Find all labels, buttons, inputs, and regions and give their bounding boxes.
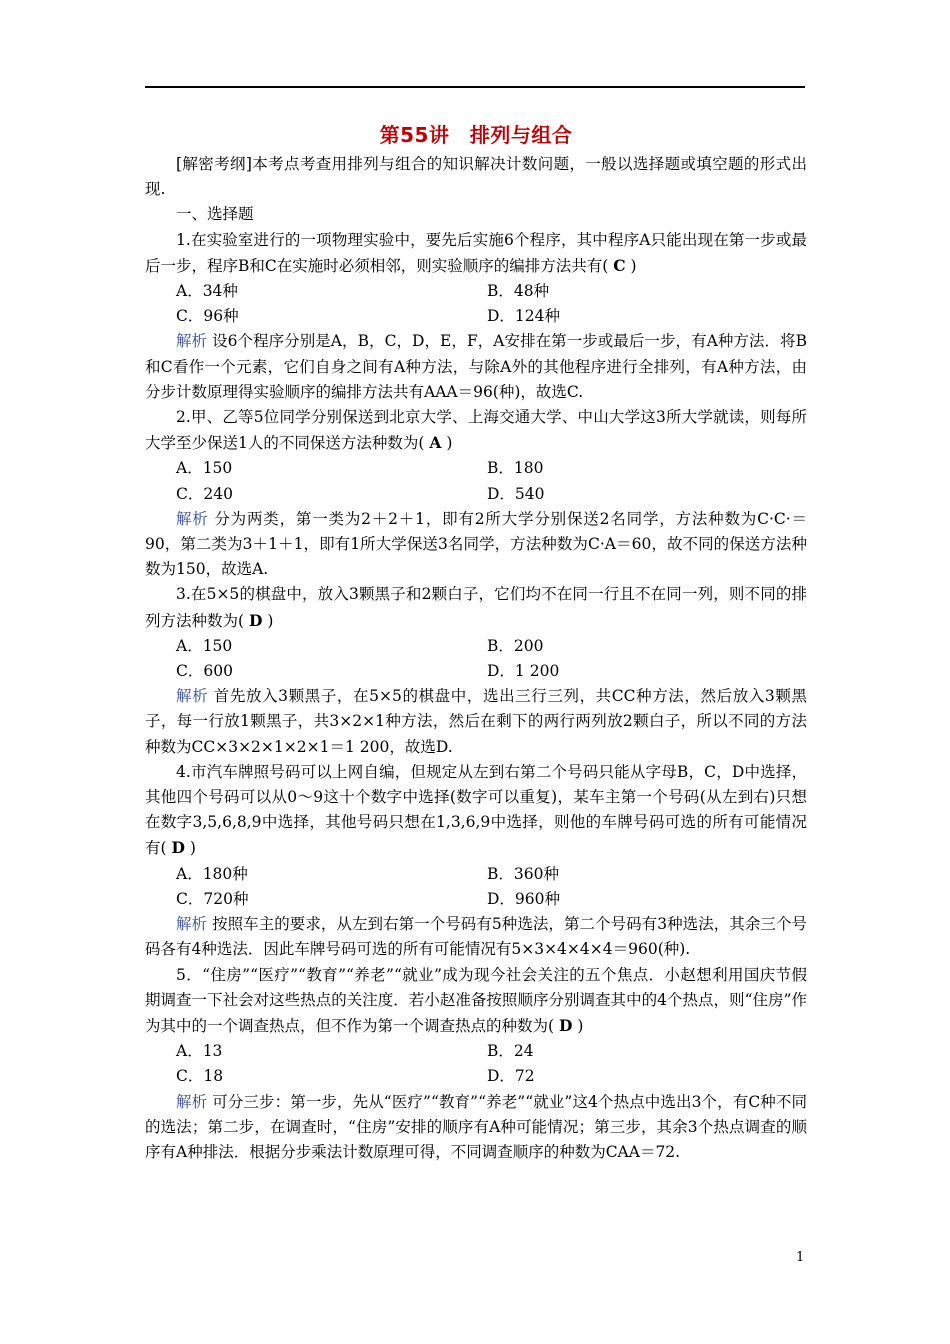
- explanation: 解析 首先放入3颗黑子，在5×5的棋盘中，选出三行三列，共CC种方法，然后放入3颗黑子，每一行放1颗黑子，共3×2×1种方法，然后在剩下的两行两列放2颗白子，所以不同的方法种数为CC×3×2×1×2×1＝1 200，故选D.: [145, 687, 807, 756]
- option-b: B．360种: [487, 864, 559, 883]
- answer-letter: A: [429, 433, 442, 453]
- intro-paragraph: [解密考纲]本考点考查用排列与组合的知识解决计数问题，一般以选择题或填空题的形式出现.: [145, 155, 807, 199]
- answer-letter: D: [559, 1015, 573, 1035]
- option-a: A．180种: [176, 864, 248, 883]
- explanation: 解析 按照车主的要求，从左到右第一个号码有5种选法，第二个号码有3种选法，其余三个号码各有4种选法．因此车牌号码可选的所有可能情况有5×3×4×4×4＝960(种).: [145, 915, 807, 959]
- answer-letter: C: [613, 255, 626, 275]
- question-stem: 1.在实验室进行的一项物理实验中，要先后实施6个程序，其中程序A只能出现在第一步或最后一步，程序B和C在实施时必须相邻，则实验顺序的编排方法共有( C ): [145, 230, 807, 275]
- document-body: [145, 118, 807, 1165]
- question-stem: 4.市汽车牌照号码可以上网自编，但规定从左到右第二个号码只能从字母B，C，D中选择，其他四个号码可以从0～9这十个数字中选择(数字可以重复)，某车主第一个号码(从左到右)只想在数字3,5,6,8,9中选择，其他号码只想在1,3,6,9中选择，则他的车牌号码可选的所有可能情况有( D ): [145, 762, 807, 858]
- page-number: 1: [796, 1250, 805, 1265]
- option-a: A．34种: [176, 282, 238, 301]
- explain-label: 解析: [176, 509, 209, 528]
- option-c: C．240: [176, 484, 233, 503]
- explain-label: 解析: [176, 915, 208, 934]
- options: [145, 862, 807, 912]
- options: [145, 279, 807, 329]
- answer-letter: D: [171, 838, 185, 858]
- question-1: [145, 228, 807, 405]
- option-d: D．540: [487, 484, 545, 503]
- option-c: C．720种: [176, 889, 249, 908]
- explanation: 解析 分为两类，第一类为2＋2＋1，即有2所大学分别保送2名同学，方法种数为C·C·＝90，第二类为3＋1＋1，即有1所大学保送3名同学，方法种数为C·A＝60，故不同的保送方法种数为150，故选A.: [145, 509, 807, 579]
- options: [145, 456, 807, 506]
- explanation: 解析 设6个程序分别是A，B，C，D，E，F，A安排在第一步或最后一步，有A种方法．将B和C看作一个元素，它们自身之间有A种方法，与除A外的其他程序进行全排列，有A种方法，由分步计数原理得实验顺序的编排方法共有AAA＝96(种)，故选C.: [145, 332, 807, 401]
- question-5: [145, 963, 807, 1166]
- options: [145, 634, 807, 684]
- page-title: 第55讲 排列与组合: [379, 123, 573, 147]
- section-heading: 一、选择题: [176, 205, 254, 224]
- question-stem: 2.甲、乙等5位同学分别保送到北京大学、上海交通大学、中山大学这3所大学就读，则每所大学至少保送1人的不同保送方法种数为( A ): [145, 408, 807, 453]
- option-c: C．96种: [176, 307, 239, 326]
- option-b: B．180: [487, 459, 544, 478]
- question-list: [145, 228, 807, 1166]
- option-a: A．150: [176, 459, 233, 478]
- option-b: B．48种: [487, 282, 550, 301]
- option-d: D．124种: [487, 307, 561, 326]
- question-3: [145, 582, 807, 759]
- option-c: C．600: [176, 662, 233, 681]
- option-a: A．150: [176, 636, 233, 655]
- option-d: D．72: [487, 1067, 535, 1086]
- option-b: B．200: [487, 636, 544, 655]
- question-stem: 5．“住房”“医疗”“教育”“养老”“就业”成为现今社会关注的五个焦点．小赵想利用国庆节假期调查一下社会对这些热点的关注度．若小赵准备按照顺序分别调查其中的4个热点，则“住房”作为其中的一个调查热点，但不作为第一个调查热点的种数为( D ): [145, 965, 807, 1035]
- question-stem: 3.在5×5的棋盘中，放入3颗黑子和2颗白子，它们均不在同一行且不在同一列，则不同的排列方法种数为( D ): [145, 585, 807, 630]
- header-rule: [145, 86, 805, 88]
- answer-letter: D: [249, 610, 263, 630]
- question-4: [145, 760, 807, 963]
- question-2: [145, 405, 807, 582]
- options: [145, 1039, 807, 1089]
- option-d: D．960种: [487, 889, 561, 908]
- explain-label: 解析: [176, 332, 208, 351]
- explain-label: 解析: [176, 1092, 208, 1111]
- option-b: B．24: [487, 1042, 534, 1061]
- option-d: D．1 200: [487, 662, 560, 681]
- option-c: C．18: [176, 1067, 224, 1086]
- explanation: 解析 可分三步：第一步，先从“医疗”“教育”“养老”“就业”这4个热点中选出3个，有C种不同的选法；第二步，在调查时，“住房”安排的顺序有A种可能情况；第三步，其余3个热点调查的顺序有A种排法．根据分步乘法计数原理可得，不同调查顺序的种数为CAA＝72.: [145, 1092, 807, 1161]
- explain-label: 解析: [176, 687, 209, 706]
- option-a: A．13: [176, 1042, 223, 1061]
